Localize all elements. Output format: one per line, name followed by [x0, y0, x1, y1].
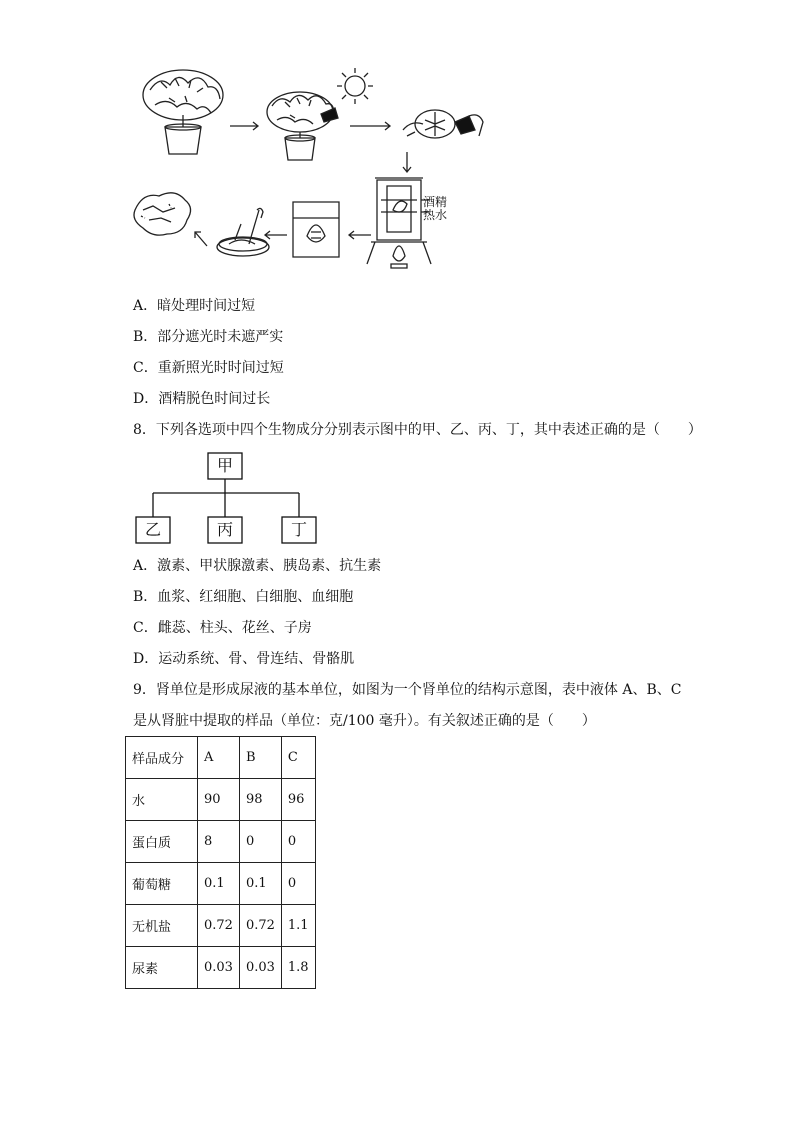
- table-cell: 1.1: [281, 905, 315, 947]
- table-cell: 0.72: [198, 905, 240, 947]
- q7-option-c: C．重新照光时时间过短: [133, 360, 284, 376]
- table-header-cell: B: [239, 737, 281, 779]
- table-cell: 水: [126, 779, 198, 821]
- table-row: [126, 947, 316, 989]
- potted-plant-1: [143, 70, 223, 154]
- table-cell: 98: [239, 779, 281, 821]
- experiment-process-figure: [125, 60, 505, 270]
- table-row: [126, 905, 316, 947]
- table-header-cell: A: [198, 737, 240, 779]
- table-cell: 0: [281, 821, 315, 863]
- hierarchy-diagram: [134, 452, 334, 544]
- sample-table: [125, 736, 316, 989]
- table-cell: 尿素: [126, 947, 198, 989]
- q8-option-a: A．激素、甲状腺激素、胰岛素、抗生素: [133, 558, 382, 574]
- label-alcohol: 酒精: [423, 195, 448, 209]
- table-header-cell: 样品成分: [126, 737, 198, 779]
- q7-option-d: D．酒精脱色时间过长: [133, 391, 271, 407]
- beaker-with-leaf: [293, 202, 339, 257]
- table-cell: 90: [198, 779, 240, 821]
- q8-stem: 8．下列各选项中四个生物成分分别表示图中的甲、乙、丙、丁，其中表述正确的是（ ）: [133, 422, 702, 438]
- table-cell: 0: [239, 821, 281, 863]
- table-cell: 蛋白质: [126, 821, 198, 863]
- table-cell: 葡萄糖: [126, 863, 198, 905]
- q8-option-c: C．雌蕊、柱头、花丝、子房: [133, 620, 312, 636]
- table-header-row: [126, 737, 316, 779]
- table-cell: 无机盐: [126, 905, 198, 947]
- table-row: [126, 779, 316, 821]
- table-cell: 8: [198, 821, 240, 863]
- table-cell: 0.03: [239, 947, 281, 989]
- q9-stem-line1: 9．肾单位是形成尿液的基本单位，如图为一个肾单位的结构示意图，表中液体 A、B、C: [133, 682, 682, 698]
- q9-stem-line2: 是从肾脏中提取的样品（单位：克/100 毫升）。有关叙述正确的是（ ）: [133, 713, 596, 729]
- petri-dish-with-dropper: [217, 208, 269, 256]
- table-row: [126, 863, 316, 905]
- table-cell: 96: [281, 779, 315, 821]
- table-cell: 0.03: [198, 947, 240, 989]
- q8-option-d: D．运动系统、骨、骨连结、骨骼肌: [133, 651, 355, 667]
- q7-option-b: B．部分遮光时未遮严实: [133, 329, 284, 345]
- water-bath-apparatus: [367, 178, 431, 268]
- diagram-node-right: 丁: [290, 520, 307, 539]
- q7-option-a: A．暗处理时间过短: [133, 298, 256, 314]
- leaf-in-hand: [403, 110, 483, 138]
- potted-plant-2: [267, 92, 338, 160]
- diagram-node-top: 甲: [216, 456, 233, 475]
- table-row: [126, 821, 316, 863]
- label-hot-water: 热水: [423, 208, 448, 222]
- stained-leaf: [134, 193, 191, 235]
- table-header-cell: C: [281, 737, 315, 779]
- q8-option-b: B．血浆、红细胞、白细胞、血细胞: [133, 589, 354, 605]
- diagram-node-left: 乙: [144, 520, 161, 539]
- table-cell: 0.72: [239, 905, 281, 947]
- table-cell: 0.1: [239, 863, 281, 905]
- table-cell: 1.8: [281, 947, 315, 989]
- diagram-node-middle: 丙: [216, 520, 233, 539]
- table-cell: 0.1: [198, 863, 240, 905]
- table-cell: 0: [281, 863, 315, 905]
- sun-icon: [337, 68, 373, 104]
